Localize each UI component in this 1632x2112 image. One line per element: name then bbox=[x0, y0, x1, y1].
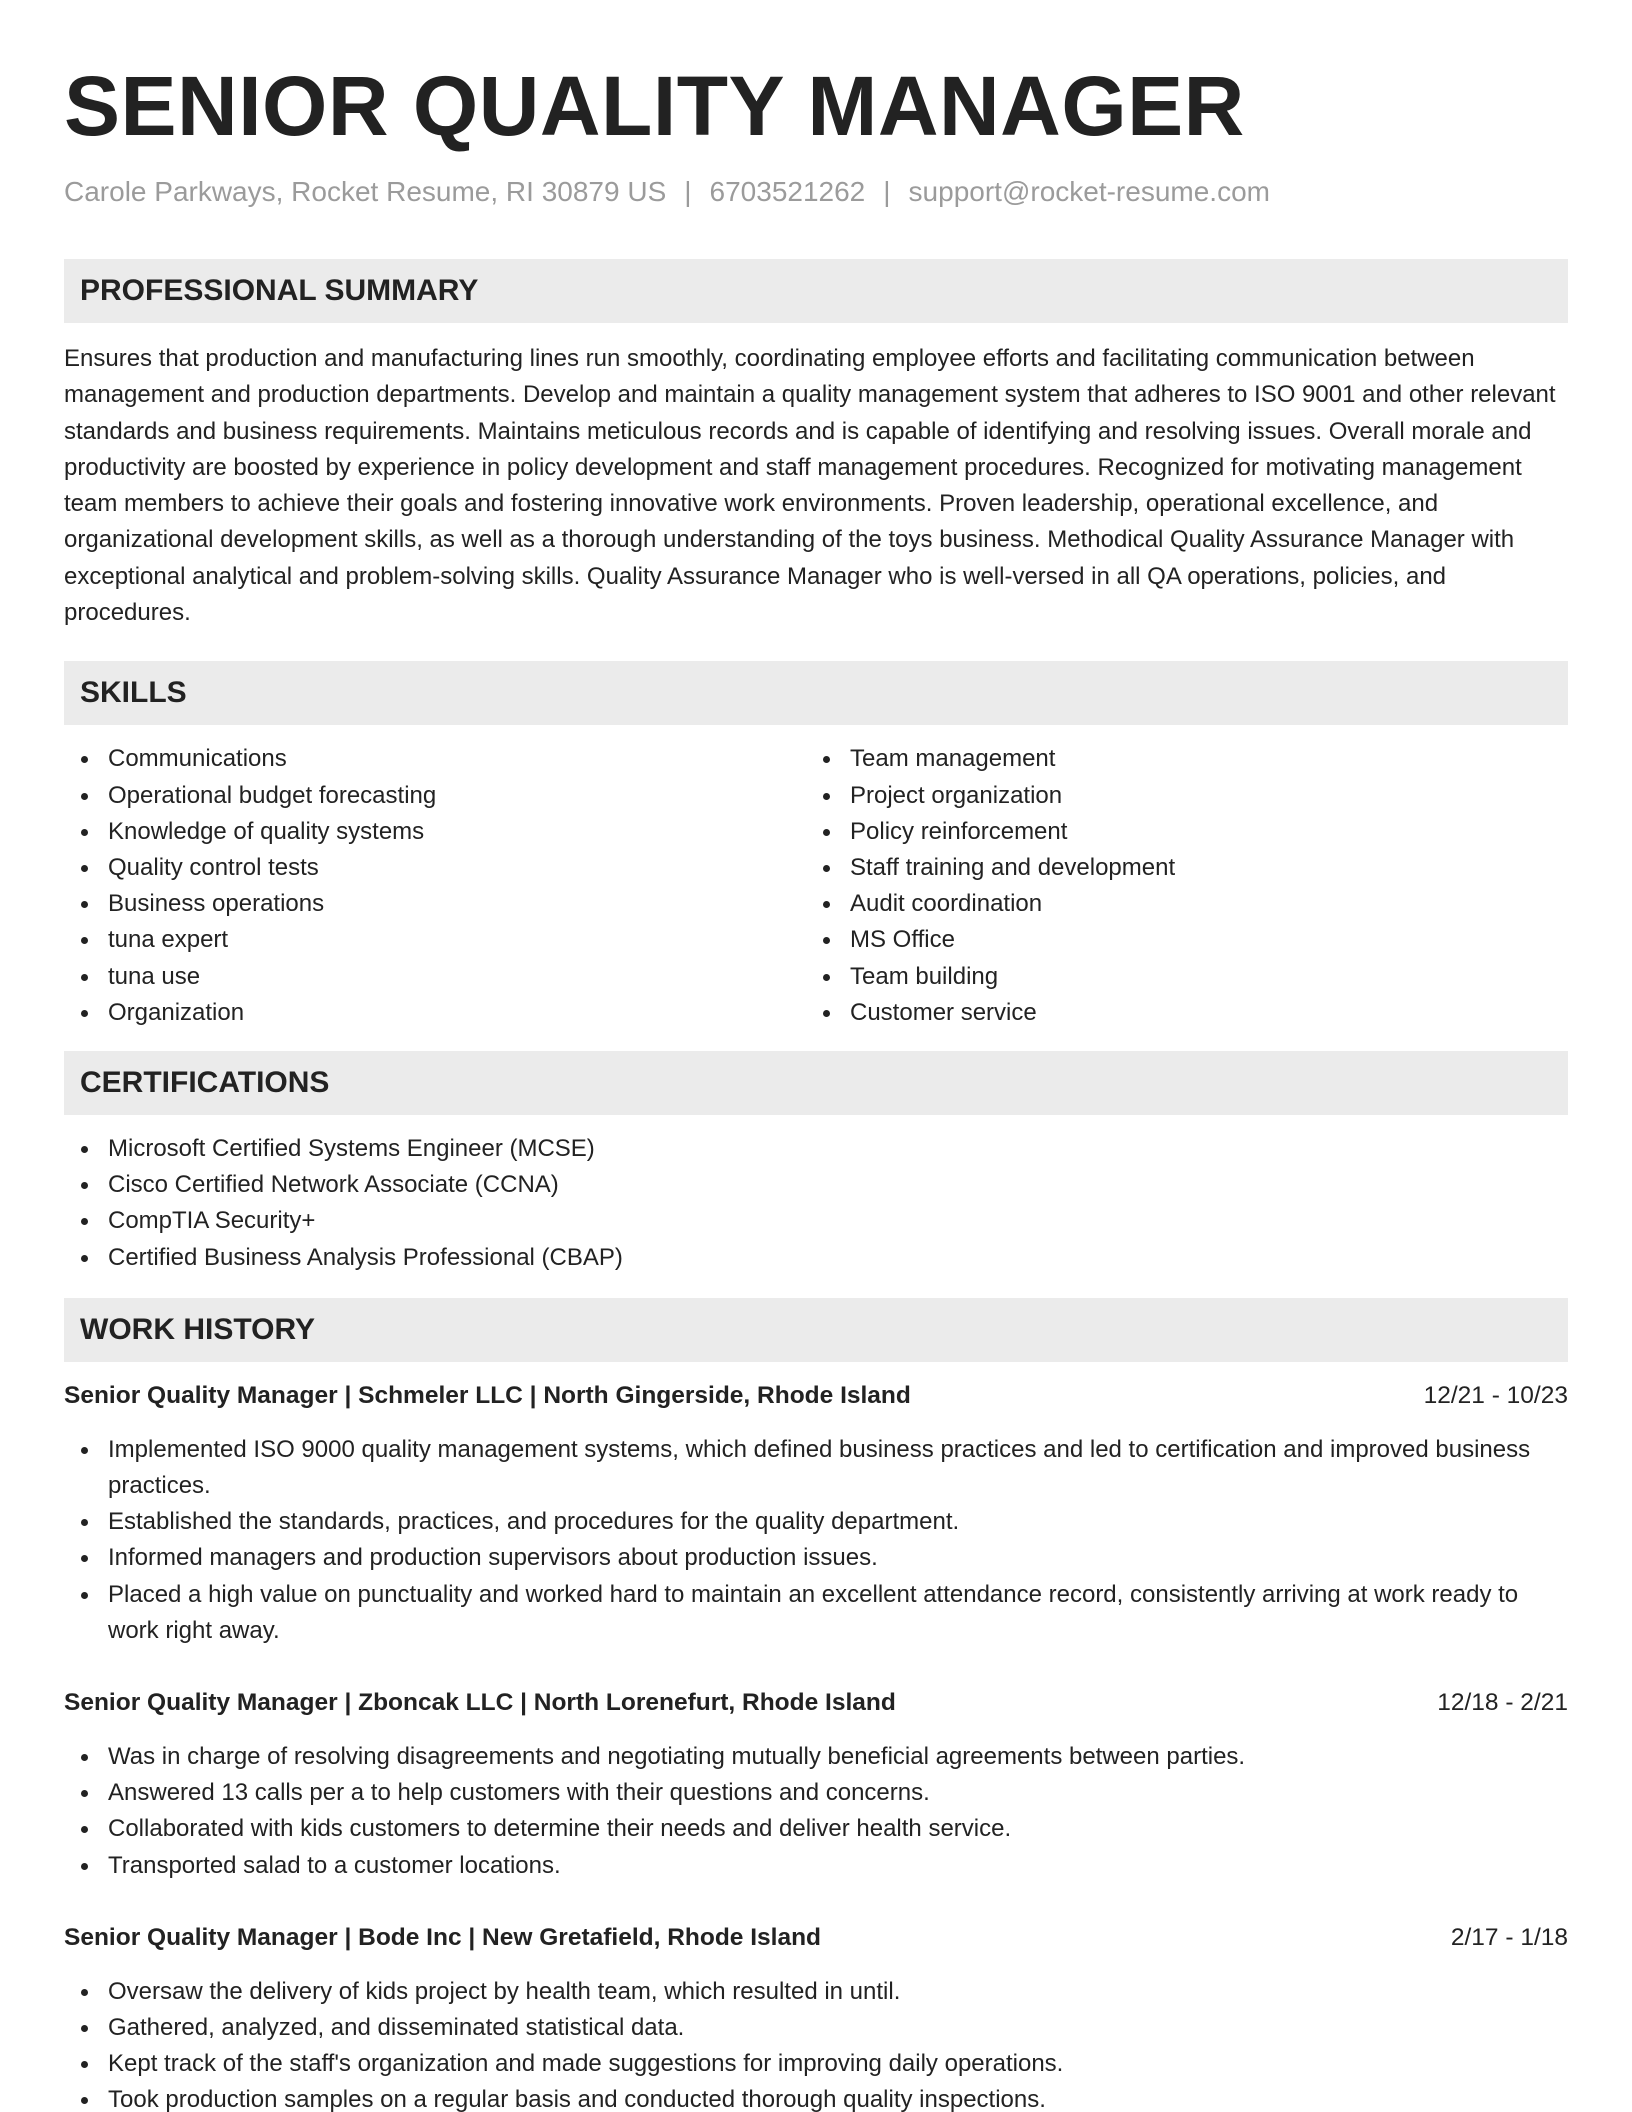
skill-item: Communications bbox=[64, 741, 806, 777]
skill-item: Customer service bbox=[806, 995, 1548, 1031]
certification-item: Cisco Certified Network Associate (CCNA) bbox=[64, 1167, 1568, 1203]
contact-separator: | bbox=[883, 176, 891, 207]
job-title: Senior Quality Manager | Zboncak LLC | North Lorenefurt, Rhode Island bbox=[64, 1689, 896, 1717]
skills-heading: SKILLS bbox=[64, 661, 1568, 725]
skill-item: Policy reinforcement bbox=[806, 814, 1548, 850]
skill-item: Operational budget forecasting bbox=[64, 778, 806, 814]
job-bullet: Established the standards, practices, and procedures for the quality department. bbox=[64, 1504, 1568, 1540]
skills-columns bbox=[64, 741, 1568, 1031]
job-bullet: Informed managers and production supervisors about production issues. bbox=[64, 1540, 1568, 1576]
certification-item: Certified Business Analysis Professional (CBAP) bbox=[64, 1240, 1568, 1276]
skill-item: Business operations bbox=[64, 886, 806, 922]
job-header bbox=[64, 1920, 1568, 1956]
job-bullet: Oversaw the delivery of kids project by health team, which resulted in until. bbox=[64, 1974, 1568, 2010]
job-bullet: Answered 13 calls per a to help customers with their questions and concerns. bbox=[64, 1775, 1568, 1811]
job-entry bbox=[64, 1378, 1568, 1649]
skill-item: Project organization bbox=[806, 778, 1548, 814]
contact-email: support@rocket-resume.com bbox=[908, 176, 1270, 207]
summary-heading: PROFESSIONAL SUMMARY bbox=[64, 259, 1568, 323]
job-bullets bbox=[64, 1739, 1568, 1884]
skills-list-right bbox=[806, 741, 1548, 1031]
skill-item: Staff training and development bbox=[806, 850, 1548, 886]
job-bullets bbox=[64, 1974, 1568, 2112]
job-bullet: Transported salad to a customer locations. bbox=[64, 1848, 1568, 1884]
contact-separator: | bbox=[684, 176, 692, 207]
job-bullet: Was in charge of resolving disagreements and negotiating mutually beneficial agreements between parties. bbox=[64, 1739, 1568, 1775]
skill-item: Quality control tests bbox=[64, 850, 806, 886]
contact-line bbox=[64, 174, 1568, 210]
job-entry bbox=[64, 1920, 1568, 2112]
skill-item: Knowledge of quality systems bbox=[64, 814, 806, 850]
job-bullet: Implemented ISO 9000 quality management systems, which defined business practices and led to certification and improved business practices. bbox=[64, 1432, 1568, 1504]
job-entry bbox=[64, 1685, 1568, 1884]
job-bullet: Collaborated with kids customers to determine their needs and deliver health service. bbox=[64, 1811, 1568, 1847]
job-title: Senior Quality Manager | Schmeler LLC | North Gingerside, Rhode Island bbox=[64, 1381, 911, 1409]
summary-section bbox=[64, 259, 1568, 631]
job-bullet: Kept track of the staff's organization and made suggestions for improving daily operations. bbox=[64, 2046, 1568, 2082]
skill-item: Organization bbox=[64, 995, 806, 1031]
skill-item: Team management bbox=[806, 741, 1548, 777]
job-bullet: Placed a high value on punctuality and worked hard to maintain an excellent attendance record, consistently arriving at work ready to work right away. bbox=[64, 1577, 1568, 1649]
job-bullet: Took production samples on a regular basis and conducted thorough quality inspections. bbox=[64, 2082, 1568, 2112]
skills-section bbox=[64, 661, 1568, 1031]
contact-address: Carole Parkways, Rocket Resume, RI 30879 US bbox=[64, 176, 667, 207]
job-dates: 12/18 - 2/21 bbox=[1437, 1689, 1568, 1717]
resume-content bbox=[64, 0, 1568, 2112]
job-dates: 12/21 - 10/23 bbox=[1423, 1381, 1568, 1409]
summary-text: Ensures that production and manufacturing lines run smoothly, coordinating employee efforts and facilitating communication between management and production departments. Develop and maintain a quality management system that adheres to ISO 9001 and other relevant standards and business requirements. Maintains meticulous records and is capable of identifying and resolving issues. Overall morale and productivity are boosted by experience in policy development and staff management procedures. Recognized for motivating management team members to achieve their goals and fostering innovative work environments. Proven leadership, operational excellence, and organizational development skills, as well as a thorough understanding of the toys business. Methodical Quality Assurance Manager with exceptional analytical and problem-solving skills. Quality Assurance Manager who is well-versed in all QA operations, policies, and procedures. bbox=[64, 345, 1556, 627]
skill-item: Team building bbox=[806, 959, 1548, 995]
job-bullets bbox=[64, 1432, 1568, 1649]
certifications-heading: CERTIFICATIONS bbox=[64, 1051, 1568, 1115]
certification-item: Microsoft Certified Systems Engineer (MCSE) bbox=[64, 1131, 1568, 1167]
job-header bbox=[64, 1685, 1568, 1721]
certifications-section bbox=[64, 1051, 1568, 1276]
skills-list-left bbox=[64, 741, 806, 1031]
job-bullet: Gathered, analyzed, and disseminated statistical data. bbox=[64, 2010, 1568, 2046]
job-header bbox=[64, 1378, 1568, 1414]
work-history-heading: WORK HISTORY bbox=[64, 1298, 1568, 1362]
skill-item: tuna use bbox=[64, 959, 806, 995]
skill-item: MS Office bbox=[806, 922, 1548, 958]
resume-title: SENIOR QUALITY MANAGER bbox=[64, 59, 1245, 153]
certification-item: CompTIA Security+ bbox=[64, 1203, 1568, 1239]
skill-item: Audit coordination bbox=[806, 886, 1548, 922]
work-history-section bbox=[64, 1298, 1568, 2112]
job-title: Senior Quality Manager | Bode Inc | New Gretafield, Rhode Island bbox=[64, 1923, 822, 1951]
job-dates: 2/17 - 1/18 bbox=[1450, 1923, 1568, 1951]
contact-phone: 6703521262 bbox=[709, 176, 866, 207]
skill-item: tuna expert bbox=[64, 922, 806, 958]
certifications-list bbox=[64, 1131, 1568, 1276]
